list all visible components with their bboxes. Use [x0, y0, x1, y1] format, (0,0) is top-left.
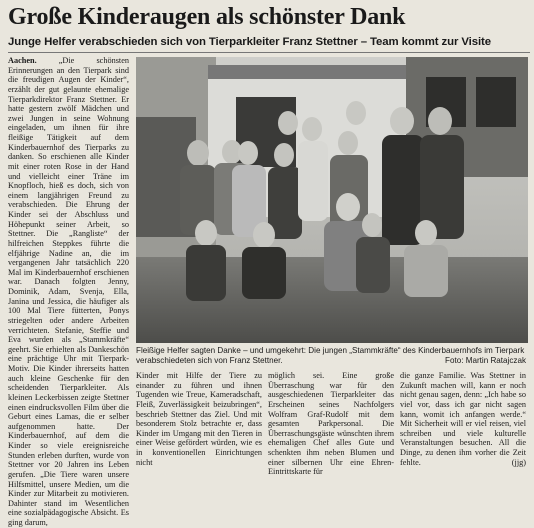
caption-text: Fleißige Helfer sagten Danke – und umgekehrt: Die jungen „Stammkräfte“ des Kinderbauernhofs im Tierpark verabschiedeten sich von Franz Stettner.: [136, 346, 525, 365]
article-column-4: [400, 371, 526, 471]
divider: [8, 52, 530, 53]
author-signature: (jjg): [511, 457, 526, 467]
article-column-3: [268, 371, 394, 477]
photo-credit: Foto: Martin Ratajczak: [445, 355, 526, 365]
article-column-1: [8, 56, 129, 527]
photo-caption: [136, 346, 528, 365]
column-text: Kinder mit Hilfe der Tiere zu einander zu führen und ihnen Tugenden wie Treue, Kameradschaft, Fleiß, Zuverlässigkeit beizubringen“, beschrieb Stettner das Ziel. Und mit besonderem Stolz betrachte er, dass Kinder im Umgang mit den Tieren in einer Weise gefördert würden, wie es in konventionellen Einrichtungen nicht: [136, 371, 262, 467]
column-text: möglich sei. Eine große Überraschung war für den ausgeschiedenen Tierparkleiter das Erscheinen seines Nachfolgers Wolfram Graf-Rudolf mit dem gesamten Parkpersonal. Die Überraschungsgäste wünschten ihrem ehemaligen Chef alles Gute und schenkten ihm neben Blumen und einer silbernen Uhr eine Ehren-Eintrittskarte für: [268, 371, 394, 477]
headline: Große Kinderaugen als schönster Dank: [8, 4, 406, 30]
dateline: Aachen.: [8, 56, 37, 65]
group-photo: [136, 57, 528, 343]
article-column-2: [136, 371, 262, 471]
column-body: „Die schönsten Erinnerungen an den Tierpark sind die freudigen Augen der Kinder“, erzählt der gut gelaunte ehemalige Tierparkdirektor Franz Stettner. Er hatte gestern zwölf Mädchen und zwei Jungen in seine Wohnung eingeladen, um ihnen für ihre fleißige Tätigkeit auf dem Kinderbauernhof des Tierparks zu danken. So erschienen alle Kinder mit einer roten Rose in der Hand und vielleicht einer Träne im Knopfloch, hieß es doch, sich von einem langjährigen Freund zu verabschieden. Die Ehrung der Kinder sei der Abschluss und Höhepunkt seiner Arbeit, so Stettner. Die „Rangliste“ der hilfreichen Steppkes führte die elfjährige Nadine an, die im vergangenen Jahr tatsächlich 220 Mal im Kinderbauernhof erschienen war. Danach folgten Jenny, Dominik, Adam, Svenja, Ella, Janina und Jessica, die häufiger als 100 Mal Tiere fütterten, Ponys striegelten oder andere Arbeiten verrichteten. Stefanie, Steffie und Eva wurden als „Stammkräfte“ geehrt. Sie erhielten als Dankeschön eine prächtige Uhr mit Tierpark-Motiv. Die Kinder ihrerseits hatten auch kleine Geschenke für den scheidenden Tierparkleiter. Als kleinen Leckerbissen zeigte Stettner einen eindrucksvollen Film über die Geburt eines Lamas, die er selber aufgenommen hatte. Der Kinderbauernhof, auf dem die Kinder so viele ereignisreiche Stunden erleben durften, wurde von Stettner vor 20 Jahren ins Leben gerufen. „Die Tiere waren unsere Hilfsmittel, unsere Medien, um die Kinder zur Mitarbeit zu motivieren. Dahinter stand im Wesentlichen eine sozialpädagogische Absicht. Es ging darum,: [8, 56, 129, 527]
subheadline: Junge Helfer verabschieden sich von Tierparkleiter Franz Stettner – Team kommt zur Visite: [8, 36, 491, 48]
photo-illustration: [136, 57, 528, 343]
column-text: [8, 56, 129, 528]
column-text: [400, 371, 526, 467]
column-body: die ganze Familie. Was Stettner in Zukunft machen will, kann er noch nicht genau sagen, denn: „Ich habe so viel vor, dass ich gar nicht sagen kann, womit ich anfangen werde.“ Mit Sicherheit will er viel reisen, viel schreiben und viele kulturelle Veranstaltungen besuchen. All die Dinge, zu denen ihm vorher die Zeit fehlte.: [400, 371, 526, 467]
